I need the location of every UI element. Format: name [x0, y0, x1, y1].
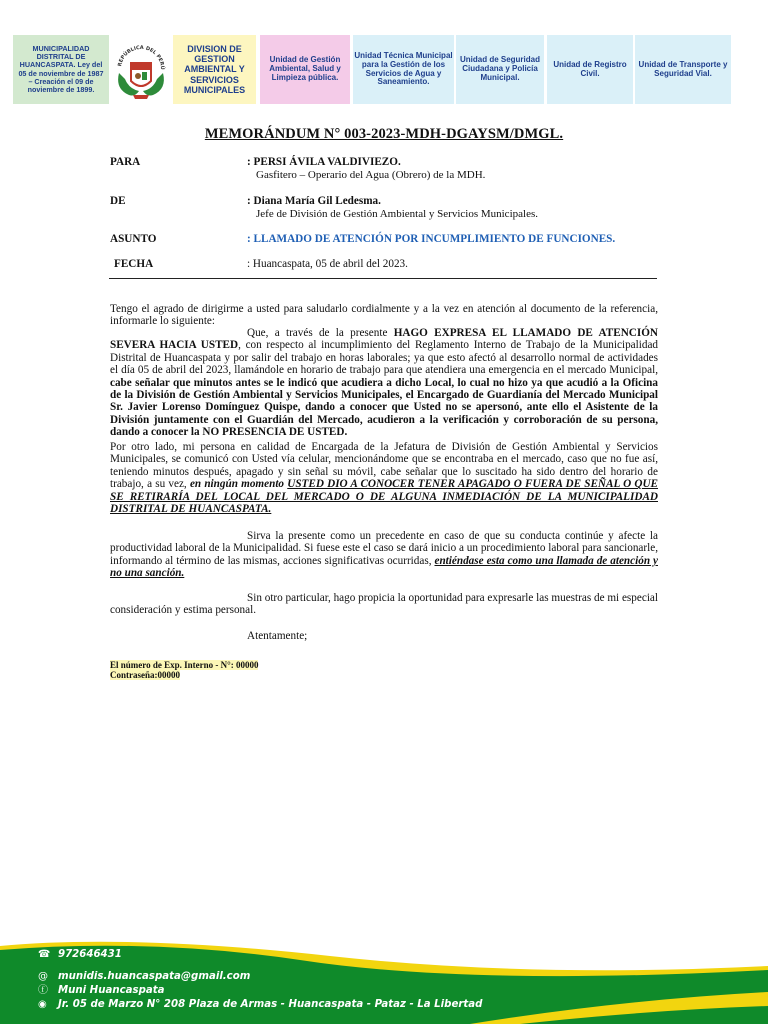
- p1-text-c: , con respecto al incumplimiento del Reglamento Interno de Trabajo de la Municipalidad Distrital de Huancaspata y por salir del trabajo en horas laborales; ya que esto afectó al desarrollo normal de actividades el día 05 de abril del 2023, llamándole en horario de trabajo para que atendiera una emergencia en el mercado Municipal,: [110, 339, 658, 377]
- header-unit-transport-text: Unidad de Transporte y Seguridad Vial.: [638, 59, 728, 78]
- para-value: : PERSI ÁVILA VALDIVIEZO.: [247, 156, 401, 168]
- p2-text-a: Por otro lado, mi persona en calidad de Encargada de la Jefatura de División de Gestión Ambiental y Servicios Municipales, se comunicó con Usted vía celular, mencionándome que se encontraba en el mercado, caso que no fue así, teniendo minutos después, apagado y sin señal su móvil, cabe señalar que lo suscitado ha sido dentro del horario de trabajo, a su vez,: [110, 441, 658, 491]
- paragraph-3: [110, 530, 658, 580]
- de-label: DE: [110, 195, 126, 207]
- location-pin-icon: ◉: [38, 999, 47, 1010]
- p3-text-a: Sirva la presente como un precedente en caso de que su conducta continúe y afecte la productividad laboral de la Municipalidad. Si fuese este el caso se dará inicio a un procedimiento laboral para sancionarle, informando al término de las mismas, acciones significativas ocurridas,: [110, 530, 658, 567]
- header-municipality-text: MUNICIPALIDAD DISTRITAL DE HUANCASPATA. Ley del 05 de noviembre de 1987 – Creación el 09 de noviembre de 1899.: [18, 44, 104, 94]
- header-unit-security-box: [456, 35, 544, 104]
- footer-phone: 972646431: [58, 949, 122, 960]
- header-unit-civil-box: [547, 35, 633, 104]
- header-division-box: [173, 35, 256, 104]
- para-label: PARA: [110, 156, 141, 168]
- header-unit-environment-box: [260, 35, 350, 104]
- footer-email: munidis.huancaspata@gmail.com: [58, 971, 251, 982]
- asunto-value: LLAMADO DE ATENCIÓN POR INCUMPLIMIENTO DE FUNCIONES.: [253, 233, 616, 245]
- fecha-value: : Huancaspata, 05 de abril del 2023.: [247, 258, 408, 270]
- exp-password: Contraseña:00000: [110, 670, 180, 680]
- asunto-colon: :: [247, 233, 254, 245]
- footer-facebook: Muni Huancaspata: [58, 985, 165, 996]
- at-icon: @: [38, 971, 48, 982]
- p2-emphasis: USTED DIO A CONOCER TENER APAGADO O FUERA DE SEÑAL O QUE SE RETIRARÍA DEL LOCAL DEL MERCADO O DE ALGUNA INMEDIACIÓN DE LA MUNICIPALIDAD DISTRITAL DE HUANCASPATA.: [110, 478, 659, 516]
- header-unit-transport-box: [635, 35, 731, 104]
- header-unit-environment-text: Unidad de Gestión Ambiental, Salud y Limpieza pública.: [269, 55, 341, 82]
- intro-paragraph: Tengo el agrado de dirigirme a usted para saludarlo cordialmente y a la vez en atención al documento de la referencia, informarle lo siguiente:: [110, 303, 658, 328]
- p1-text-a: Que, a través de la presente: [247, 327, 394, 339]
- de-role: Jefe de División de Gestión Ambiental y Servicios Municipales.: [256, 208, 538, 220]
- p1-bold-detail: cabe señalar que minutos antes se le indicó que acudiera a dicho Local, lo cual no hizo ya que acudió a la Oficina de la División de Gestión Ambiental y Servicios Municipales, el Encargado de Guardianía del Mercado Municipal Sr. Javier Lorenso Domínguez Quispe, dando a conocer que Usted no se apersonó, ante ello el Asistente de la División juntamente con el Guardián del Mercado, acudieron a la verificación y corroboración de su persona, dando a conocer la NO PRESENCIA DE USTED.: [110, 376, 658, 439]
- header-unit-civil-text: Unidad de Registro Civil.: [553, 59, 627, 78]
- memo-title: MEMORÁNDUM N° 003-2023-MDH-DGAYSM/DMGL.: [204, 126, 564, 142]
- p3-emphasis: entiéndase esta como una llamada de atención y no una sanción.: [110, 554, 658, 580]
- fecha-label: FECHA: [114, 258, 154, 270]
- paragraph-1: [110, 327, 658, 439]
- paragraph-4: [110, 592, 658, 617]
- closing: Atentamente;: [247, 630, 308, 642]
- phone-icon: ☎: [38, 949, 51, 960]
- de-value: : Diana María Gil Ledesma.: [247, 195, 381, 207]
- asunto-row: [247, 233, 615, 245]
- peru-crest-logo: [109, 35, 173, 104]
- p1-emphasis: HAGO EXPRESA EL LLAMADO DE ATENCIÓN SEVERA HACIA USTED: [110, 327, 658, 352]
- paragraph-2: [110, 441, 658, 515]
- para-role: Gasfitero – Operario del Agua (Obrero) de la MDH.: [256, 169, 486, 181]
- facebook-icon: ⓕ: [38, 985, 48, 996]
- footer-address: Jr. 05 de Marzo N° 208 Plaza de Armas - Huancaspata - Pataz - La Libertad: [58, 999, 483, 1010]
- exp-number: El número de Exp. Interno - N°: 00000: [110, 660, 259, 670]
- asunto-label: ASUNTO: [110, 233, 157, 245]
- separator-line: [109, 278, 657, 279]
- header-unit-water-text: Unidad Técnica Municipal para la Gestión de los Servicios de Agua y Saneamiento.: [354, 50, 453, 87]
- header-unit-water-box: [353, 35, 454, 104]
- header-unit-security-text: Unidad de Seguridad Ciudadana y Policía Municipal.: [459, 55, 540, 82]
- p4-text: Sin otro particular, hago propicia la oportunidad para expresarle las muestras de mi especial consideración y estima personal.: [110, 592, 658, 617]
- p2-italic: en ningún momento: [189, 478, 288, 491]
- crest-text: REPÚBLICA DEL PERÚ: [117, 44, 166, 70]
- crest-icon: [111, 39, 171, 101]
- header-municipality-box: [13, 35, 109, 104]
- footer-band: [0, 930, 768, 1024]
- header-division-text: DIVISION DE GESTION AMBIENTAL Y SERVICIOS MUNICIPALES: [183, 44, 246, 95]
